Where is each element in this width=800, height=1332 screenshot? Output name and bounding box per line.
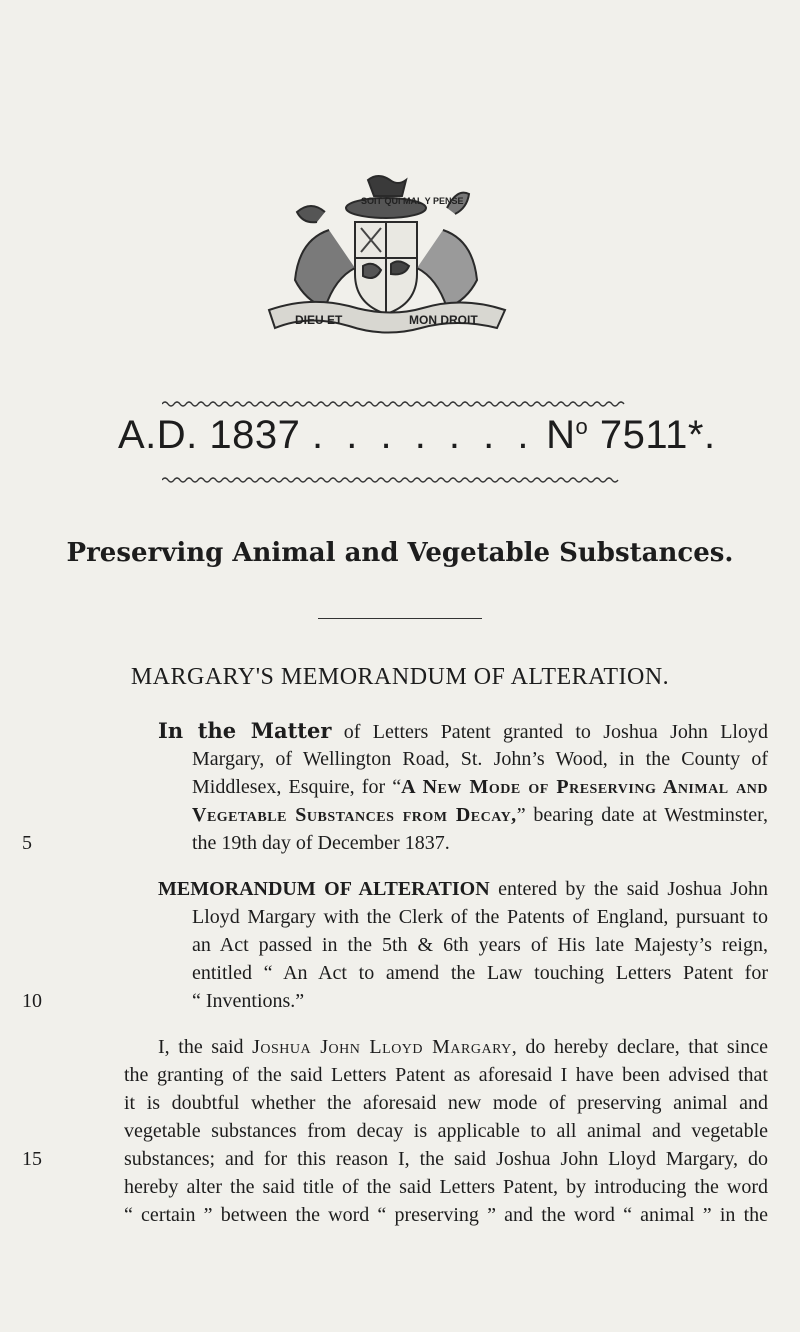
leader-dots: . . . . . . . [312,413,535,457]
text-line: Margary, of Wellington Road, St. John’s Wood, in the County of [192,748,768,770]
decorative-wavy-rule [162,398,630,410]
text-span: , do hereby declare, that since [511,1036,768,1058]
text-line: Lloyd Margary with the Clerk of the Patents of England, pursuant to [192,906,768,928]
patent-year: A.D. 1837 [118,413,301,457]
patent-number-prefix: N [546,413,576,457]
patent-number-asterisk: *. [687,413,716,457]
memorandum-label: MEMORANDUM OF ALTERATION [158,878,490,900]
text-line: the granting of the said Letters Patent as aforesaid I have been advised that [124,1064,768,1086]
text-line [158,876,768,902]
text-span: I, the said [158,1036,253,1058]
text-line: vegetable substances from decay is applicable to all animal and vegetable [124,1120,768,1142]
svg-text:MON DROIT: MON DROIT [409,313,478,327]
blackletter-phrase: In the Matter [158,718,332,743]
text-line: it is doubtful whether the aforesaid new mode of preserving animal and [124,1092,768,1114]
text-line [158,1034,768,1060]
invention-title: A New Mode of Preserving Animal and [401,776,768,798]
text-line [192,774,768,800]
document-title: Preserving Animal and Vegetable Substances. [66,538,734,568]
text-line [192,802,768,828]
invention-title: Vegetable Substances from Decay, [192,804,517,826]
svg-text:DIEU ET: DIEU ET [295,313,343,327]
text-line: substances; and for this reason I, the said Joshua John Lloyd Margary, do [124,1148,768,1170]
line-number: 10 [22,990,42,1012]
text-line [158,718,768,745]
text-span: ” bearing date at Westminster, [516,804,768,826]
patentee-name: Joshua John Lloyd Margary [252,1036,512,1058]
decorative-wavy-rule [162,474,630,486]
patent-number: 7511 [599,413,688,457]
text-line: “ certain ” between the word “ preserving ” and the word “ animal ” in the [124,1204,768,1226]
text-line: “ Inventions.” [192,990,305,1012]
section-heading: MARGARY'S MEMORANDUM OF ALTERATION. [130,664,670,690]
text-span: entered by the said Joshua John [489,878,768,900]
text-line: the 19th day of December 1837. [192,832,450,854]
patent-number-superscript: o [575,414,589,439]
line-number: 15 [22,1148,42,1170]
svg-text:SOIT QUI MAL Y PENSE: SOIT QUI MAL Y PENSE [361,196,464,206]
text-span: of Letters Patent granted to Joshua John Lloyd [331,721,768,743]
title-divider [318,618,482,619]
royal-coat-of-arms-emblem [255,170,517,338]
text-line: hereby alter the said title of the said Letters Patent, by introducing the word [124,1176,768,1198]
text-line: entitled “ An Act to amend the Law touching Letters Patent for [192,962,768,984]
text-line: an Act passed in the 5th & 6th years of His late Majesty’s reign, [192,934,768,956]
line-number: 5 [22,832,32,854]
patent-number-header [118,413,716,458]
text-span: Middlesex, Esquire, for “ [192,776,402,798]
